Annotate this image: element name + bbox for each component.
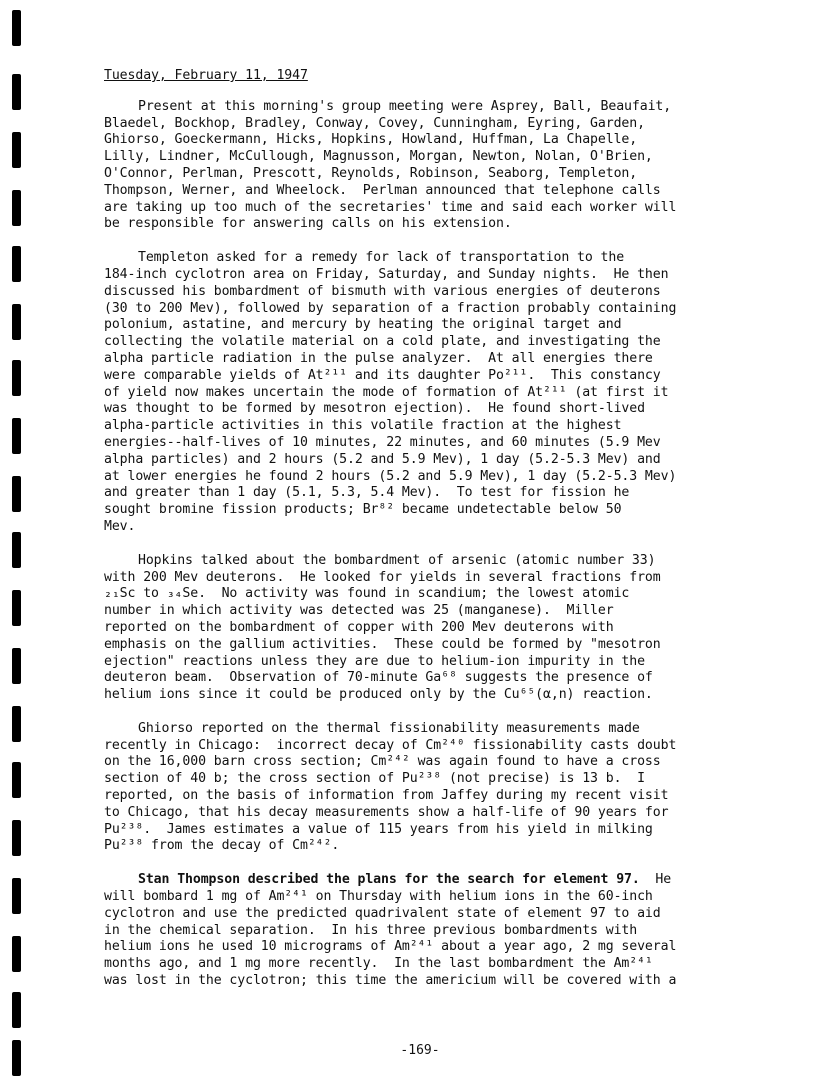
text-line: ejection" reactions unless they are due to helium-ion impurity in the [104, 653, 645, 669]
binding-hole [12, 878, 21, 914]
text-line: with 200 Mev deuterons. He looked for yields in several fractions from [104, 569, 661, 585]
binding-hole [12, 360, 21, 396]
paragraph [104, 872, 744, 990]
text-line: Pu²³⁸ from the decay of Cm²⁴². [104, 838, 340, 854]
text-line: 184-inch cyclotron area on Friday, Saturday, and Sunday nights. He then [104, 266, 669, 282]
meeting-date: Tuesday, February 11, 1947 [104, 68, 308, 83]
binding-hole [12, 992, 21, 1028]
text-line: deuteron beam. Observation of 70-minute Ga⁶⁸ suggests the presence of [104, 670, 653, 686]
binding-hole [12, 74, 21, 110]
text-line: cyclotron and use the predicted quadrivalent state of element 97 to aid [104, 905, 661, 921]
paragraph [104, 721, 744, 855]
page-number: -169- [400, 1043, 440, 1058]
text-line: Thompson, Werner, and Wheelock. Perlman announced that telephone calls [104, 182, 661, 198]
paragraph [104, 250, 744, 536]
text-line: collecting the volatile material on a cold plate, and investigating the [104, 334, 661, 350]
text-line: on the 16,000 barn cross section; Cm²⁴² was again found to have a cross [104, 754, 661, 770]
text-line: polonium, astatine, and mercury by heating the original target and [104, 317, 622, 333]
binding-hole [12, 590, 21, 626]
text-line: and greater than 1 day (5.1, 5.3, 5.4 Mev). To test for fission he [104, 485, 630, 501]
text-line: helium ions since it could be produced only by the Cu⁶⁵(α,n) reaction. [104, 687, 653, 703]
binding-hole [12, 936, 21, 972]
paragraph [104, 99, 744, 233]
text-line: be responsible for answering calls on his extension. [104, 216, 512, 232]
text-line: helium ions he used 10 micrograms of Am²⁴¹ about a year ago, 2 mg several [104, 939, 677, 955]
text-line: Mev. [104, 518, 136, 534]
binding-hole [12, 132, 21, 168]
binding-hole [12, 762, 21, 798]
text-line: (30 to 200 Mev), followed by separation of a fraction probably containing [104, 300, 677, 316]
text-line: was thought to be formed by mesotron ejection). He found short-lived [104, 401, 645, 417]
text-line: Stan Thompson described the plans for the search for element 97. He [138, 872, 672, 888]
text-line: was lost in the cyclotron; this time the americium will be covered with a [104, 973, 677, 989]
binding-hole [12, 418, 21, 454]
text-line: in the chemical separation. In his three previous bombardments with [104, 922, 638, 938]
text-line: Ghiorso, Goeckermann, Hicks, Hopkins, Howland, Huffman, La Chapelle, [104, 132, 638, 148]
binding-hole [12, 304, 21, 340]
binding-hole [12, 706, 21, 742]
text-line: ₂₁Sc to ₃₄Se. No activity was found in scandium; the lowest atomic [104, 586, 630, 602]
text-line: sought bromine fission products; Br⁸² became undetectable below 50 [104, 502, 622, 518]
binding-holes [12, 0, 24, 1088]
text-line: recently in Chicago: incorrect decay of Cm²⁴⁰ fissionability casts doubt [104, 737, 677, 753]
binding-hole [12, 190, 21, 226]
text-line: at lower energies he found 2 hours (5.2 and 5.9 Mev), 1 day (5.2-5.3 Mev) [104, 468, 677, 484]
text-line: discussed his bombardment of bismuth with various energies of deuterons [104, 283, 661, 299]
text-line: were comparable yields of At²¹¹ and its daughter Po²¹¹. This constancy [104, 367, 661, 383]
paragraph [104, 553, 744, 704]
text-line: of yield now makes uncertain the mode of formation of At²¹¹ (at first it [104, 384, 669, 400]
text-line: reported, on the basis of information from Jaffey during my recent visit [104, 788, 669, 804]
binding-hole [12, 820, 21, 856]
text-line: Present at this morning's group meeting were Asprey, Ball, Beaufait, [138, 98, 672, 114]
binding-hole [12, 246, 21, 282]
text-line: Ghiorso reported on the thermal fissionability measurements made [138, 720, 640, 736]
text-line: emphasis on the gallium activities. These could be formed by "mesotron [104, 636, 661, 652]
paragraphs [104, 99, 744, 990]
text-line: will bombard 1 mg of Am²⁴¹ on Thursday with helium ions in the 60-inch [104, 889, 653, 905]
text-line: alpha particles) and 2 hours (5.2 and 5.9 Mev), 1 day (5.2-5.3 Mev) and [104, 451, 661, 467]
text-line: alpha-particle activities in this volatile fraction at the highest [104, 418, 622, 434]
text-line: energies--half-lives of 10 minutes, 22 minutes, and 60 minutes (5.9 Mev [104, 434, 661, 450]
text-line: Hopkins talked about the bombardment of arsenic (atomic number 33) [138, 552, 656, 568]
text-line: number in which activity was detected was 25 (manganese). Miller [104, 603, 614, 619]
text-line: reported on the bombardment of copper with 200 Mev deuterons with [104, 619, 614, 635]
text-line: to Chicago, that his decay measurements show a half-life of 90 years for [104, 804, 669, 820]
binding-hole [12, 10, 21, 46]
binding-hole [12, 532, 21, 568]
text-line: section of 40 b; the cross section of Pu²³⁸ (not precise) is 13 b. I [104, 771, 645, 787]
text-line: Templeton asked for a remedy for lack of transportation to the [138, 250, 625, 266]
text-line: Blaedel, Bockhop, Bradley, Conway, Covey, Cunningham, Eyring, Garden, [104, 115, 645, 131]
binding-hole [12, 476, 21, 512]
binding-hole [12, 648, 21, 684]
text-line: O'Connor, Perlman, Prescott, Reynolds, Robinson, Seaborg, Templeton, [104, 165, 638, 181]
document-body [104, 68, 744, 1007]
text-line: Lilly, Lindner, McCullough, Magnusson, Morgan, Newton, Nolan, O'Brien, [104, 149, 653, 165]
text-line: months ago, and 1 mg more recently. In the last bombardment the Am²⁴¹ [104, 956, 653, 972]
text-line: are taking up too much of the secretaries' time and said each worker will [104, 199, 677, 215]
text-line: Pu²³⁸. James estimates a value of 115 years from his yield in milking [104, 821, 653, 837]
text-line: alpha particle radiation in the pulse analyzer. At all energies there [104, 350, 653, 366]
bold-lead: Stan Thompson described the plans for the search for element 97. [138, 872, 640, 888]
